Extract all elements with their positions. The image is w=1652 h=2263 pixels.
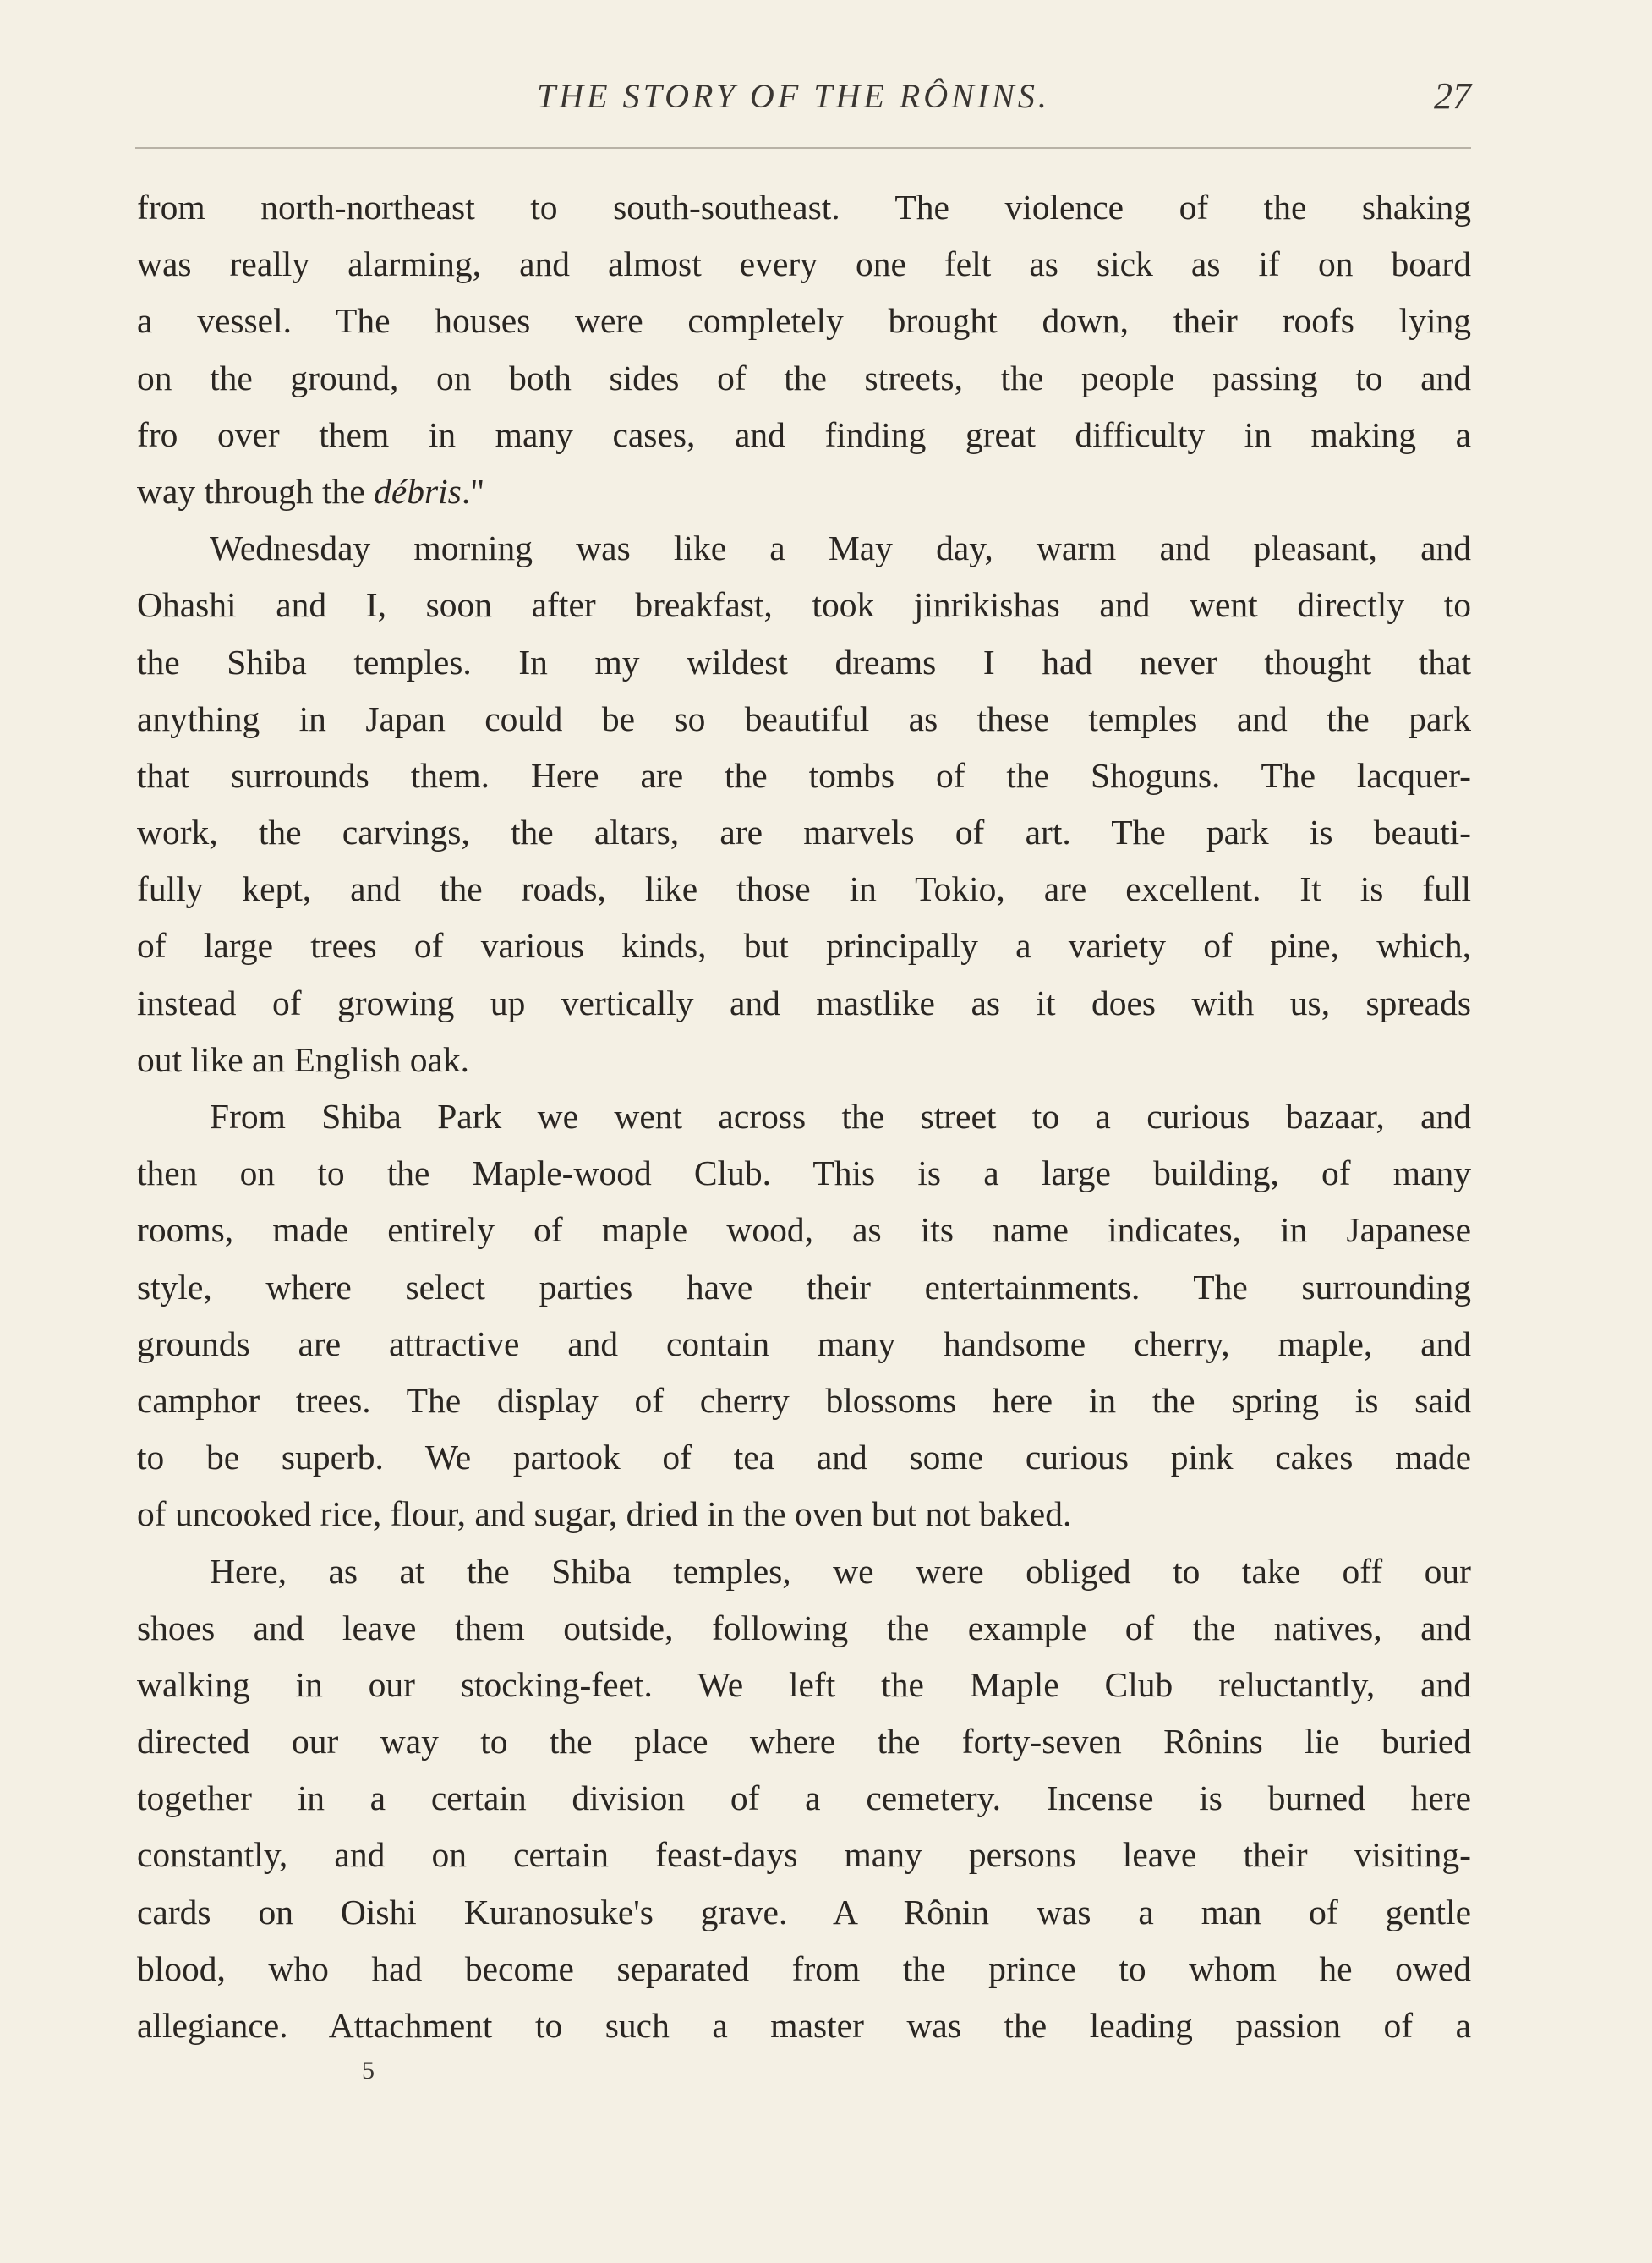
text-line: allegiance. Attachment to such a master was the leading passion of a <box>137 2006 1471 2045</box>
text-line: fro over them in many cases, and finding great difficulty in making a <box>137 414 1471 454</box>
text-line: fully kept, and the roads, like those in Tokio, are excellent. It is full <box>137 869 1471 909</box>
text-line: instead of growing up vertically and mastlike as it does with us, spreads <box>137 983 1471 1022</box>
text-line: to be superb. We partook of tea and some curious pink cakes made <box>137 1438 1471 1477</box>
text-line: that surrounds them. Here are the tombs of the Shoguns. The lacquer- <box>137 755 1471 795</box>
text-line: together in a certain division of a cemetery. Incense is burned here <box>137 1778 1471 1818</box>
text-line: grounds are attractive and contain many handsome cherry, maple, and <box>137 1323 1471 1363</box>
text-line <box>137 463 1471 520</box>
text-line: the Shiba temples. In my wildest dreams I had never thought that <box>137 642 1471 682</box>
text-line: cards on Oishi Kuranosuke's grave. A Rônin was a man of gentle <box>137 1892 1471 1931</box>
paragraph-first-line: Here, as at the Shiba temples, we were obliged to take off our <box>210 1551 1471 1591</box>
text-line: out like an English oak. <box>137 1039 470 1079</box>
text-line: constantly, and on certain feast-days many persons leave their visiting- <box>137 1835 1471 1875</box>
text-line: rooms, made entirely of maple wood, as its name indicates, in Japanese <box>137 1210 1471 1250</box>
line-text: ." <box>461 471 485 511</box>
body-text <box>137 179 1471 2054</box>
header-rule <box>135 147 1471 149</box>
text-line: from north-northeast to south-southeast. The violence of the shaking <box>137 188 1471 227</box>
text-line: directed our way to the place where the forty-seven Rônins lie buried <box>137 1722 1471 1762</box>
paragraph-first-line: Wednesday morning was like a May day, warm and pleasant, and <box>210 529 1471 568</box>
text-line: was really alarming, and almost every one felt as sick as if on board <box>137 244 1471 284</box>
page-number: 27 <box>1434 75 1471 117</box>
text-line: of uncooked rice, flour, and sugar, dried in the oven but not baked. <box>137 1494 1072 1534</box>
text-line: Ohashi and I, soon after breakfast, took jinrikishas and went directly to <box>137 585 1471 625</box>
text-line: shoes and leave them outside, following the example of the natives, and <box>137 1608 1471 1647</box>
text-line: walking in our stocking-feet. We left the Maple Club reluctantly, and <box>137 1664 1471 1704</box>
text-line: a vessel. The houses were completely brought down, their roofs lying <box>137 301 1471 341</box>
text-line: work, the carvings, the altars, are marvels of art. The park is beauti- <box>137 813 1471 852</box>
text-line: of large trees of various kinds, but principally a variety of pine, which, <box>137 926 1471 966</box>
running-title: THE STORY OF THE RÔNINS. <box>537 77 1050 115</box>
text-line: blood, who had become separated from the prince to whom he owed <box>137 1948 1471 1988</box>
text-line: style, where select parties have their entertainments. The surrounding <box>137 1267 1471 1307</box>
signature-mark: 5 <box>362 2057 375 2085</box>
text-line: anything in Japan could be so beautiful as these temples and the park <box>137 699 1471 738</box>
text-line: camphor trees. The display of cherry blossoms here in the spring is said <box>137 1380 1471 1420</box>
italic-word: débris <box>374 471 462 511</box>
text-line: on the ground, on both sides of the streets, the people passing to and <box>137 358 1471 397</box>
text-line: then on to the Maple-wood Club. This is a large building, of many <box>137 1153 1471 1193</box>
paragraph-first-line: From Shiba Park we went across the street to a curious bazaar, and <box>210 1097 1471 1136</box>
running-head <box>135 69 1471 120</box>
line-text: way through the <box>137 471 375 511</box>
